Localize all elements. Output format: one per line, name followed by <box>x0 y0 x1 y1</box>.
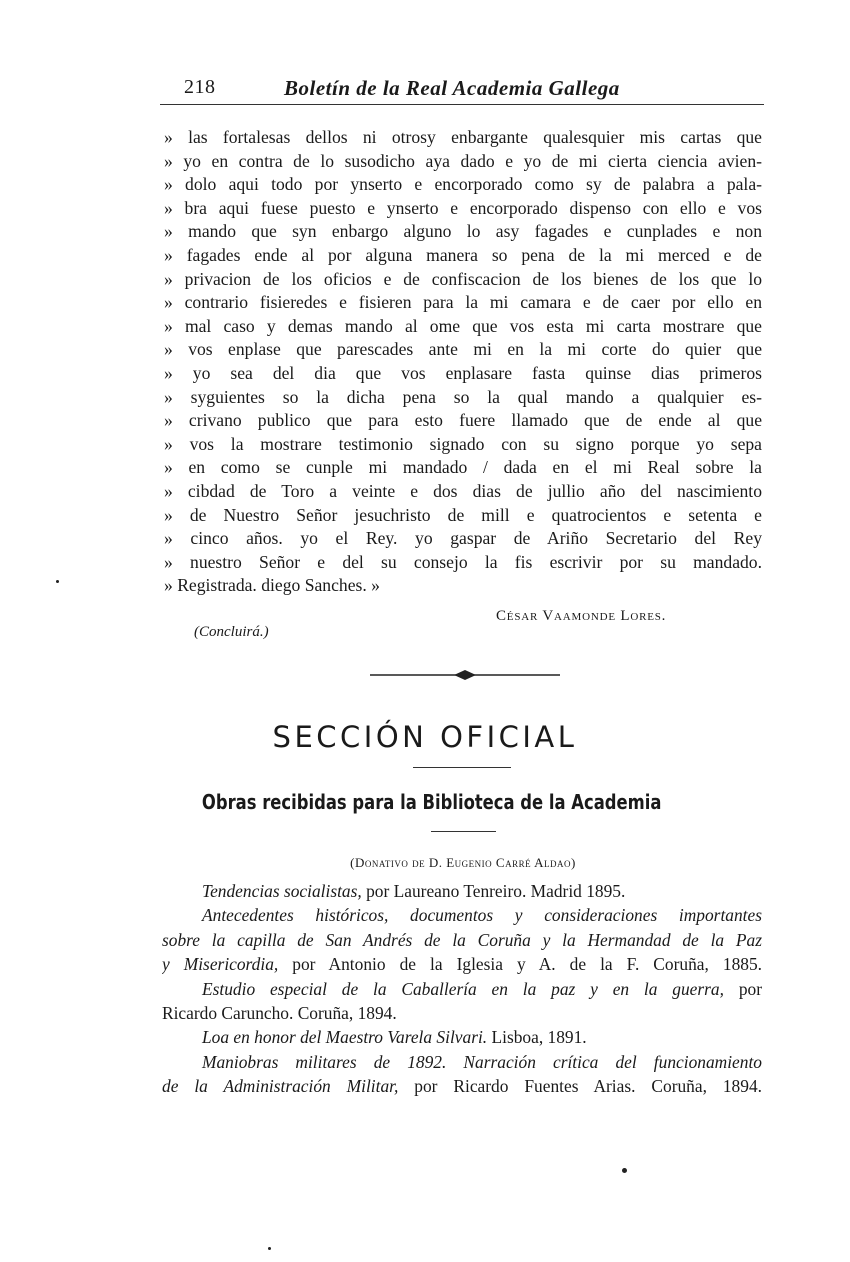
work-detail-text: por Ricardo Fuentes Arias. Coruña, 1894. <box>398 1076 762 1097</box>
document-line: » de Nuestro Señor jesuchristo de mill e quatrocientos e setenta e <box>164 504 762 525</box>
work-title-text: de la Administración Militar, <box>162 1076 399 1097</box>
document-line: » nuestro Señor e del su consejo la fis escrivir por su mandado. <box>164 551 762 572</box>
document-line: » bra aqui fuese puesto e ynserto e encorporado dispenso con ello e vos <box>164 197 762 218</box>
running-head: Boletín de la Real Academia Gallega <box>284 76 620 100</box>
works-line <box>162 1050 762 1074</box>
document-line: » dolo aqui todo por ynserto e encorporado como sy de palabra a pala- <box>164 174 762 195</box>
donation-text: (Donativo de D. Eugenio Carré Aldao) <box>350 855 576 870</box>
print-speck <box>56 580 59 583</box>
works-line <box>162 977 762 1001</box>
works-list <box>162 879 762 1099</box>
document-line: » yo en contra de lo susodicho aya dado e yo de mi cierta ciencia avien- <box>164 150 762 171</box>
works-line <box>162 879 762 903</box>
document-line: » mal caso y demas mando al ome que vos esta mi carta mostrare que <box>164 315 762 336</box>
document-line: » privacion de los oficios e de confiscacion de los bienes de los que lo <box>164 268 762 289</box>
work-title-text: sobre la capilla de San Andrés de la Coruña y la Hermandad de la Paz <box>162 929 762 950</box>
donation-note <box>0 855 850 871</box>
title-rule <box>413 767 511 768</box>
works-line <box>162 1025 762 1049</box>
works-line <box>162 928 762 952</box>
works-line <box>162 1074 762 1098</box>
document-line: » crivano publico que para esto fuere llamado que de ende al que <box>164 410 762 431</box>
document-line: » las fortalesas dellos ni otrosy enbargante qualesquier mis cartas que <box>164 127 762 147</box>
work-detail-text: por <box>723 978 762 999</box>
works-line <box>162 903 762 927</box>
print-speck <box>268 1247 271 1250</box>
document-line: » contrario fisieredes e fisieren para la mi camara e de caer por ello en <box>164 292 762 313</box>
work-title-text: y Misericordia, <box>162 954 279 975</box>
work-detail-text: Ricardo Caruncho. Coruña, 1894. <box>162 1002 397 1023</box>
ornament-divider <box>370 666 560 684</box>
work-title-text: Maniobras militares de 1892. Narración crítica del funcionamiento <box>202 1051 762 1072</box>
author-signature: César Vaamonde Lores. <box>496 608 667 624</box>
subtitle-rule <box>431 831 496 832</box>
document-line: » cibdad de Toro a veinte e dos dias de jullio año del nascimiento <box>164 480 762 501</box>
work-detail-text: por Antonio de la Iglesia y A. de la F. Coruña, 1885. <box>278 954 762 975</box>
document-line: » cinco años. yo el Rey. yo gaspar de Ariño Secretario del Rey <box>164 528 762 549</box>
work-title-text: Tendencias socialistas, <box>202 881 362 901</box>
document-line: » Registrada. diego Sanches. » <box>164 575 380 596</box>
print-speck <box>622 1168 627 1173</box>
works-line <box>162 1001 762 1025</box>
document-line: » syguientes so la dicha pena so la qual mando a qualquier es- <box>164 386 762 407</box>
continuation-note: (Concluirá.) <box>194 624 269 640</box>
work-title-text: Antecedentes históricos, documentos y consideraciones importantes <box>202 905 762 926</box>
document-line: » en como se cunple mi mandado / dada en el mi Real sobre la <box>164 457 762 478</box>
document-line: » vos la mostrare testimonio signado con su signo porque yo sepa <box>164 433 762 454</box>
work-title-text: Loa en honor del Maestro Varela Silvari. <box>202 1027 488 1048</box>
document-line: » fagades ende al por alguna manera so pena de la mi merced e de <box>164 244 762 265</box>
document-line: » vos enplase que parescades ante mi en la mi corte do quier que <box>164 339 762 360</box>
work-detail-text: Lisboa, 1891. <box>487 1027 587 1048</box>
document-line: » yo sea del dia que vos enplasare fasta quinse dias primeros <box>164 362 762 383</box>
work-detail-text: por Laureano Tenreiro. Madrid 1895. <box>361 881 626 901</box>
works-line <box>162 952 762 976</box>
section-title: SECCIÓN OFICIAL <box>272 720 578 754</box>
document-line: » mando que syn enbargo alguno lo asy fagades e cunplades e non <box>164 221 762 242</box>
page-number: 218 <box>184 76 216 98</box>
document-transcription <box>164 126 762 598</box>
work-title-text: Estudio especial de la Caballería en la paz y en la guerra, <box>202 978 724 999</box>
page-header <box>160 76 764 105</box>
section-subtitle: Obras recibidas para la Biblioteca de la Academia <box>201 790 662 814</box>
